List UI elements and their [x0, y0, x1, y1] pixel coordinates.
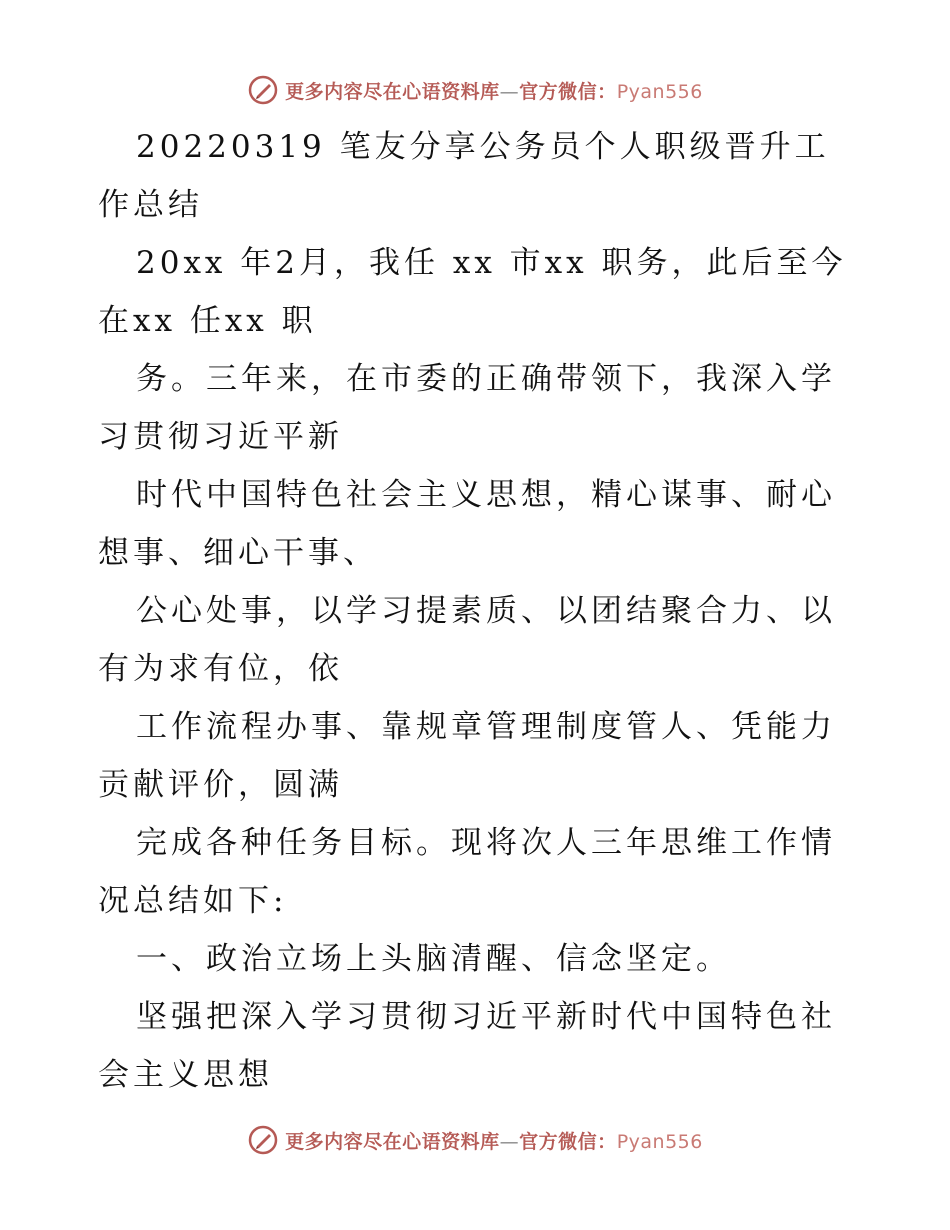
header-watermark — [0, 70, 950, 110]
footer-watermark — [0, 1120, 950, 1160]
paragraph: 时代中国特色社会主义思想，精心谋事、耐心想事、细心干事、 — [98, 477, 836, 571]
watermark-handle: Pyan556 — [616, 1130, 703, 1153]
paragraph: 务。三年来，在市委的正确带领下，我深入学习贯彻习近平新 — [98, 361, 836, 455]
watermark-handle: Pyan556 — [616, 80, 703, 103]
paragraph: 20xx 年2月，我任 xx 市xx 职务，此后至今在xx 任xx 职 — [98, 245, 847, 339]
paragraph: 完成各种任务目标。现将次人三年思维工作情况总结如下: — [98, 825, 836, 919]
pen-logo-icon — [247, 74, 279, 106]
document-title: 20220319 笔友分享公务员个人职级晋升工作总结 — [98, 129, 830, 223]
watermark-brand: 更多内容尽在心语资料库 — [285, 1130, 500, 1153]
paragraph: 公心处事，以学习提素质、以团结聚合力、以有为求有位，依 — [98, 593, 836, 687]
paragraph: 坚强把深入学习贯彻习近平新时代中国特色社会主义思想 — [98, 999, 836, 1093]
watermark-separator: — — [499, 1130, 520, 1153]
watermark-brand: 更多内容尽在心语资料库 — [285, 80, 500, 103]
watermark-label: 官方微信： — [519, 1130, 617, 1153]
watermark-label: 官方微信： — [519, 80, 617, 103]
watermark-text — [285, 77, 703, 104]
section-heading: 一、政治立场上头脑清醒、信念坚定。 — [136, 941, 731, 977]
pen-logo-icon — [247, 1124, 279, 1156]
watermark-separator: — — [499, 80, 520, 103]
document-body — [98, 118, 858, 1104]
watermark-text — [285, 1127, 703, 1154]
paragraph: 工作流程办事、靠规章管理制度管人、凭能力贡献评价，圆满 — [98, 709, 836, 803]
